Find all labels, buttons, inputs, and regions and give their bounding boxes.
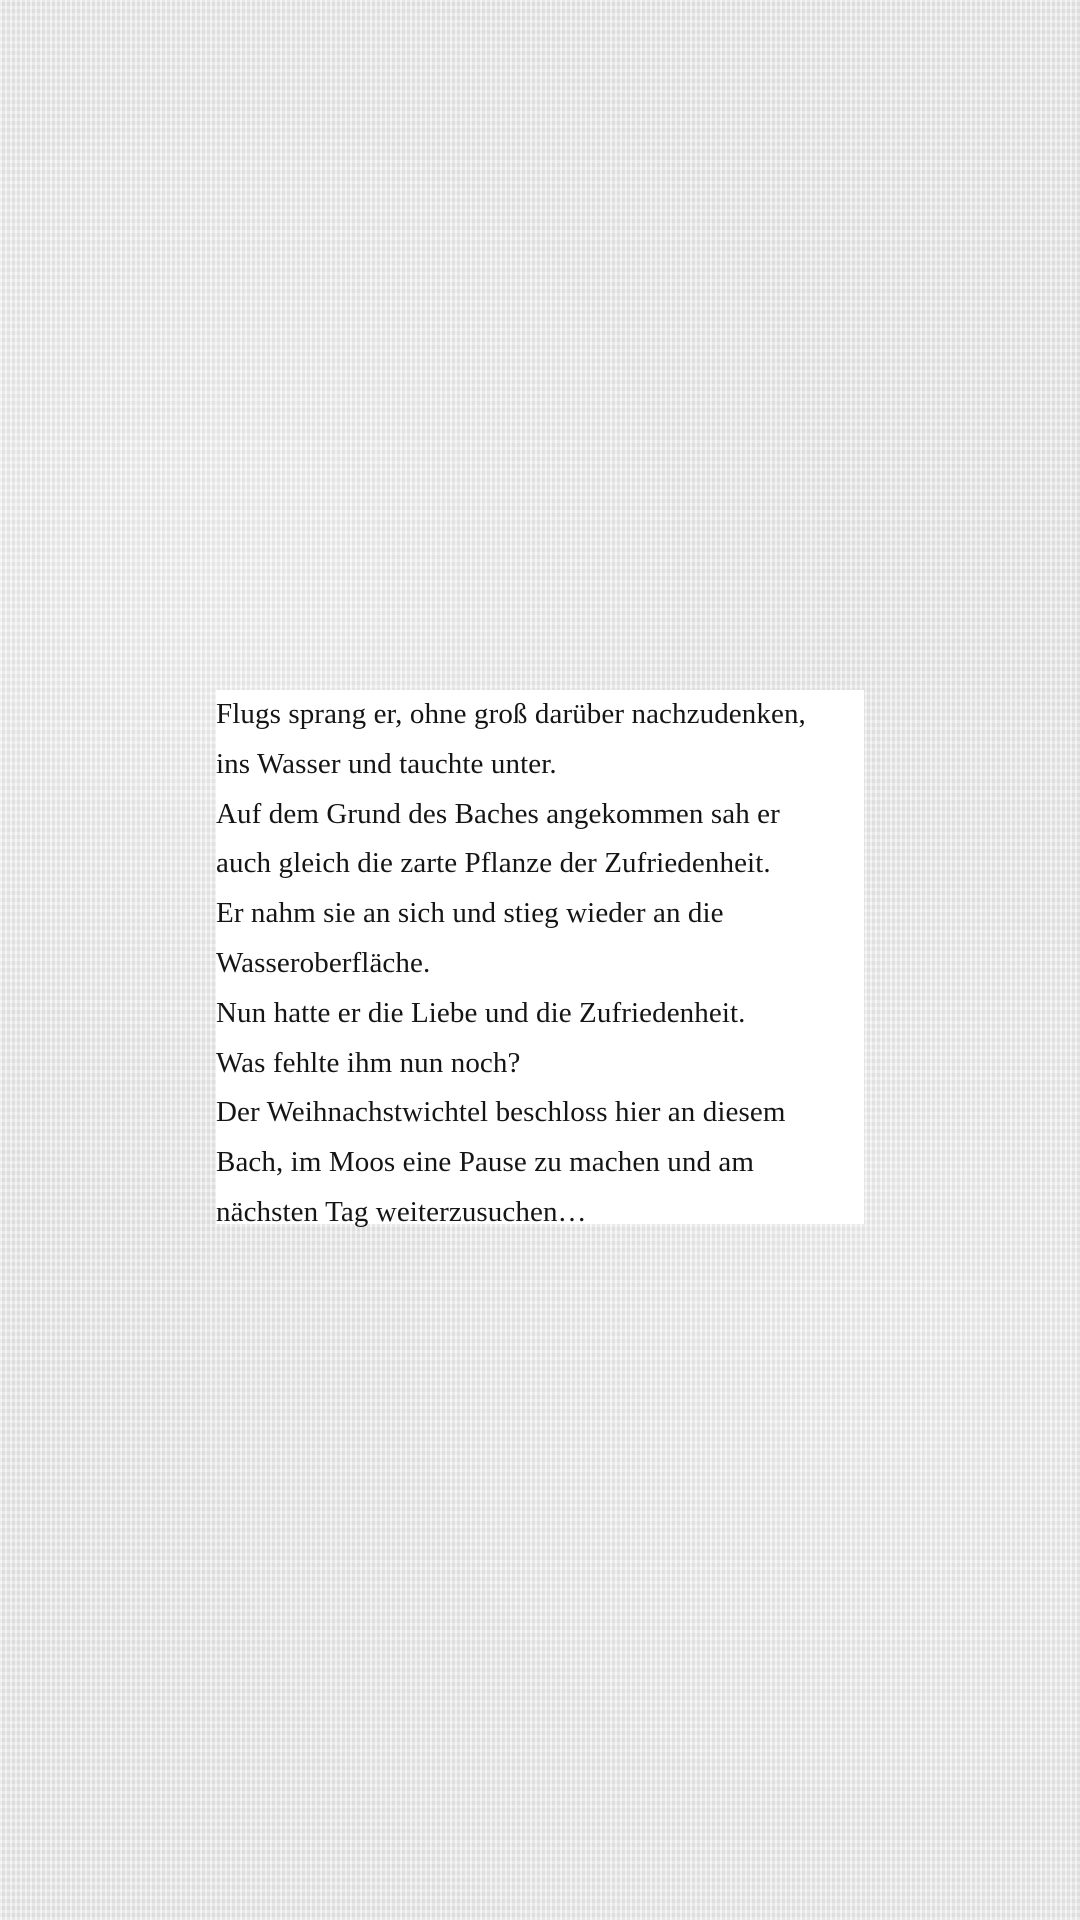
story-line: Er nahm sie an sich und stieg wieder an die xyxy=(216,897,724,930)
story-line: Nun hatte er die Liebe und die Zufriedenheit. xyxy=(216,996,746,1029)
story-line: Der Weihnachstwichtel beschloss hier an diesem xyxy=(216,1096,786,1129)
story-line: Auf dem Grund des Baches angekommen sah er xyxy=(216,797,780,830)
story-text-card xyxy=(216,690,864,1228)
story-line: Wasseroberfläche. xyxy=(216,946,431,979)
story-line: auch gleich die zarte Pflanze der Zufriedenheit. xyxy=(216,847,771,880)
story-line: Flugs sprang er, ohne groß darüber nachzudenken, xyxy=(216,698,806,730)
story-line: Bach, im Moos eine Pause zu machen und am xyxy=(216,1146,755,1179)
story-line: Was fehlte ihm nun noch? xyxy=(216,1046,521,1079)
story-line: nächsten Tag weiterzusuchen… xyxy=(216,1195,587,1228)
story-line: ins Wasser und tauchte unter. xyxy=(216,747,557,780)
